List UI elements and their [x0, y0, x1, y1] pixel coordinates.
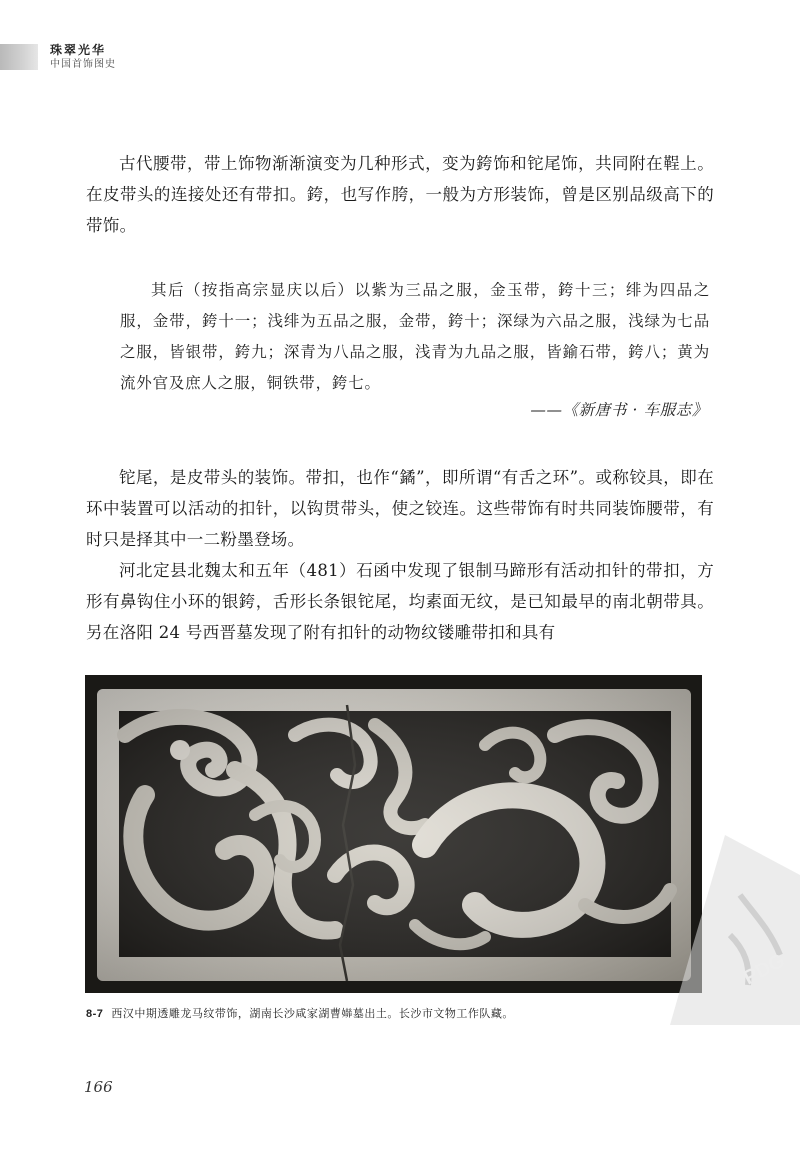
page-number: 166	[84, 1078, 113, 1096]
block-quote: 其后（按指高宗显庆以后）以紫为三品之服，金玉带，銙十三；绯为四品之服，金带，銙十一；浅绯为五品之服，金带，銙十；深绿为六品之服，浅绿为七品之服，皆银带，銙九；深青为八品之服，浅青为九品之服，皆鍮石带，銙八；黄为流外官及庶人之服，铜铁带，銙七。	[120, 281, 710, 392]
figure-caption	[86, 1005, 514, 1021]
figure-photo-jade-belt-plaque	[85, 675, 702, 993]
header-tab-mark	[0, 44, 38, 70]
paragraph-belt-intro: 古代腰带，带上饰物渐渐演变为几种形式，变为銙饰和铊尾饰，共同附在鞓上。在皮带头的连接处还有带扣。銙，也写作胯，一般为方形装饰，曾是区别品级高下的带饰。	[86, 154, 714, 235]
paragraph-tail-ornament: 铊尾，是皮带头的装饰。带扣，也作“鐍”，即所谓“有舌之环”。或称铰具，即在环中装置可以活动的扣针，以钩贯带头，使之铰连。这些带饰有时共同装饰腰带，有时只是择其中一二粉墨登场。	[86, 468, 714, 549]
quote-source: ——《新唐书 · 车服志》	[530, 401, 708, 419]
book-title: 珠翠光华	[50, 43, 107, 57]
figure-number: 8-7	[86, 1008, 104, 1020]
running-header	[50, 43, 116, 71]
paragraph-northern-wei: 河北定县北魏太和五年（481）石函中发现了银制马蹄形有活动扣针的带扣，方形有鼻钩住小环的银銙，舌形长条银铊尾，均素面无纹，是已知最早的南北朝带具。另在洛阳 24 号西晋墓发现了附有扣针的动物纹镂雕带扣和具有	[86, 561, 714, 642]
publisher-watermark	[630, 835, 800, 1025]
figure-caption-text: 西汉中期透雕龙马纹带饰，湖南长沙咸家湖曹𡠒墓出土。长沙市文物工作队藏。	[111, 1007, 514, 1020]
watermark-text: PDG	[740, 949, 789, 990]
book-subtitle: 中国首饰图史	[50, 59, 116, 70]
